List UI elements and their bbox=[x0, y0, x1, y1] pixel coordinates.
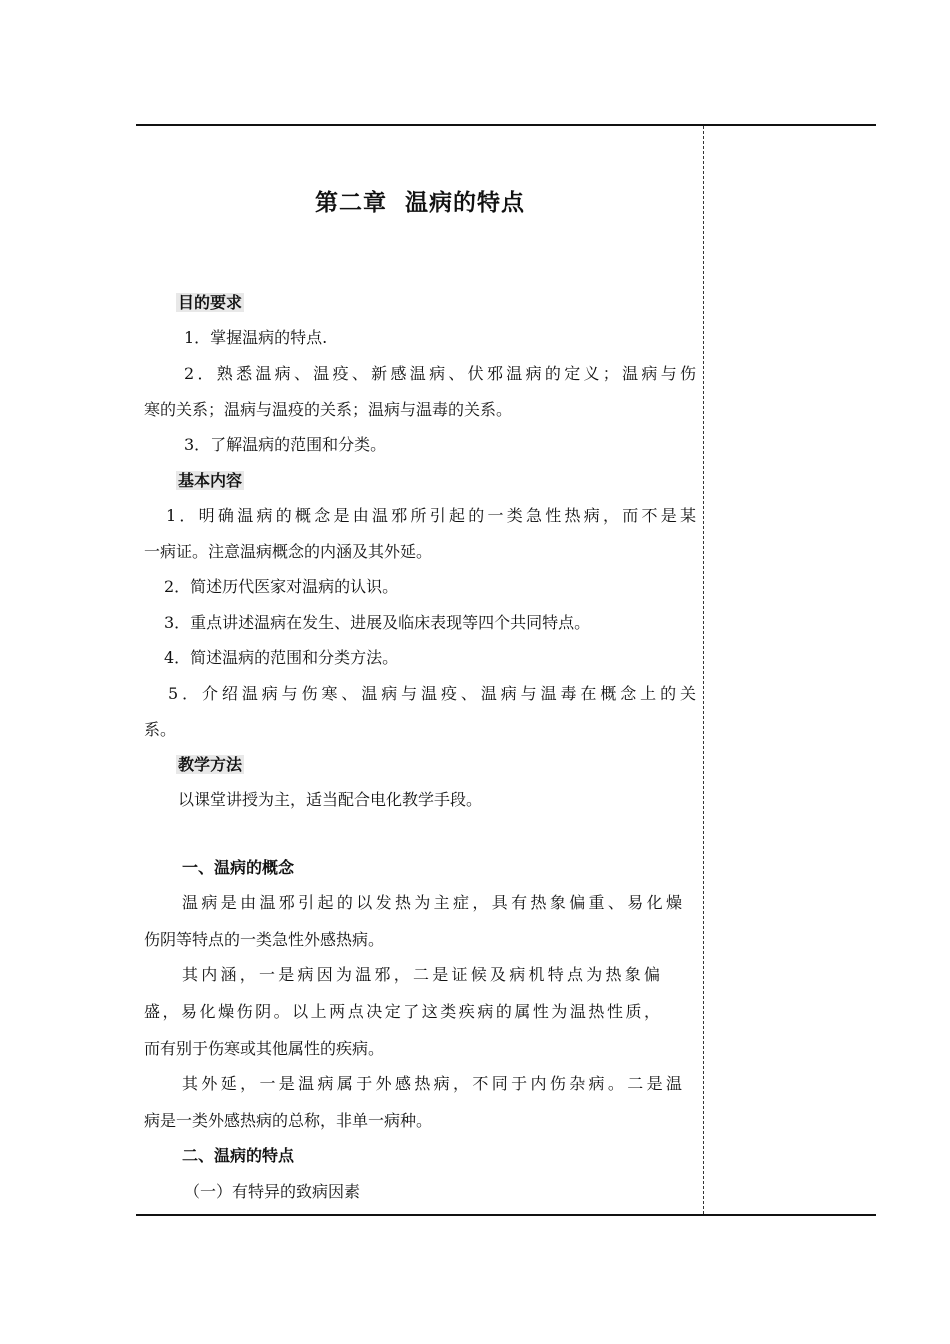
chapter-title bbox=[144, 184, 696, 217]
content-item-4: 4．简述温病的范围和分类方法。 bbox=[164, 648, 399, 667]
content-heading: 基本内容 bbox=[178, 471, 243, 490]
section-1-p2-line-3: 而有别于伤寒或其他属性的疾病。 bbox=[144, 1039, 385, 1058]
content-item-5-line-1: 5．介绍温病与伤寒、温病与温疫、温病与温毒在概念上的关 bbox=[168, 684, 696, 703]
objective-item-1: 1．掌握温病的特点. bbox=[184, 328, 328, 347]
chapter-name: 温病的特点 bbox=[405, 190, 525, 216]
margin-dashed-line bbox=[703, 126, 704, 1214]
content-item-2: 2．简述历代医家对温病的认识。 bbox=[164, 577, 399, 596]
section-1-p3-line-1: 其外延，一是温病属于外感热病，不同于内伤杂病。二是温 bbox=[182, 1074, 682, 1093]
content-item-1-line-2: 一病证。注意温病概念的内涵及其外延。 bbox=[144, 542, 433, 561]
section-1-heading: 一、温病的概念 bbox=[182, 858, 295, 877]
content-item-3: 3．重点讲述温病在发生、进展及临床表现等四个共同特点。 bbox=[164, 613, 591, 632]
method-heading-row bbox=[176, 754, 244, 776]
top-rule bbox=[136, 124, 876, 126]
objectives-heading-row bbox=[176, 292, 244, 314]
objectives-heading: 目的要求 bbox=[178, 293, 243, 312]
content-item-1-line-1: 1．明确温病的概念是由温邪所引起的一类急性热病，而不是某 bbox=[166, 506, 696, 525]
section-1-p1-line-1: 温病是由温邪引起的以发热为主症，具有热象偏重、易化燥 bbox=[182, 893, 682, 912]
bottom-rule bbox=[136, 1214, 876, 1216]
objective-item-2-line-2: 寒的关系；温病与温疫的关系；温病与温毒的关系。 bbox=[144, 400, 513, 419]
section-2-heading: 二、温病的特点 bbox=[182, 1146, 295, 1165]
chapter-number: 第二章 bbox=[315, 190, 387, 216]
objective-item-3: 3．了解温病的范围和分类。 bbox=[184, 435, 387, 454]
section-1-p2-line-1: 其内涵，一是病因为温邪，二是证候及病机特点为热象偏 bbox=[182, 965, 660, 984]
content-heading-row bbox=[176, 470, 244, 492]
method-text: 以课堂讲授为主，适当配合电化教学手段。 bbox=[178, 790, 483, 809]
method-heading: 教学方法 bbox=[178, 755, 243, 774]
content-item-5-line-2: 系。 bbox=[144, 720, 177, 739]
objective-item-2-line-1: 2．熟悉温病、温疫、新感温病、伏邪温病的定义；温病与伤 bbox=[184, 364, 696, 383]
section-1-p2-line-2: 盛，易化燥伤阴。以上两点决定了这类疾病的属性为温热性质， bbox=[144, 1002, 660, 1021]
section-1-p1-line-2: 伤阴等特点的一类急性外感热病。 bbox=[144, 930, 385, 949]
section-2-sub-1: （一）有特异的致病因素 bbox=[184, 1182, 361, 1201]
section-1-p3-line-2: 病是一类外感热病的总称，非单一病种。 bbox=[144, 1111, 433, 1130]
